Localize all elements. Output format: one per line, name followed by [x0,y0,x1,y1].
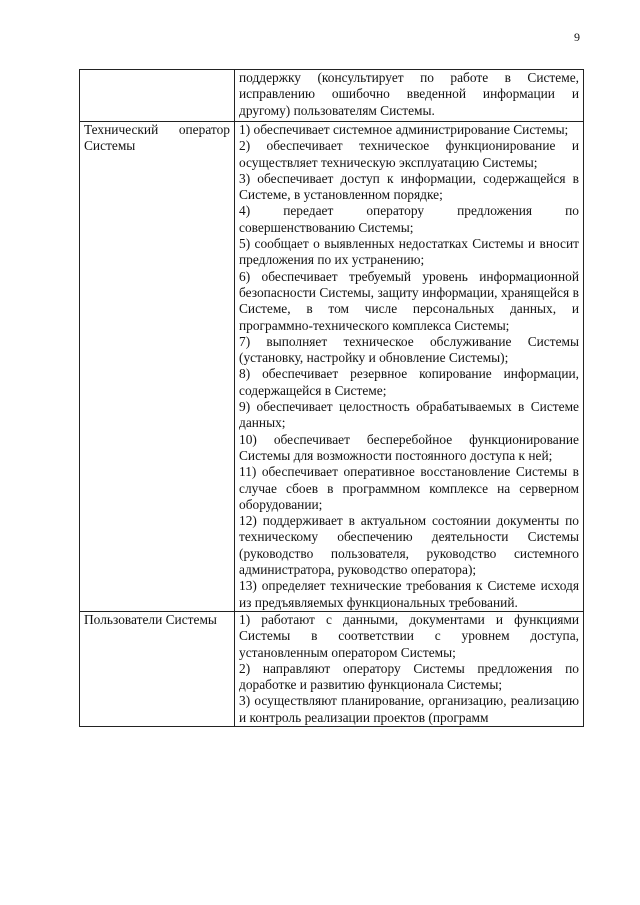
duty-item: 3) обеспечивает доступ к информации, содержащейся в Системе, в установленном порядке; [239,170,579,203]
duties-cell [235,122,584,612]
role-cell [80,70,235,122]
duty-item: 11) обеспечивает оперативное восстановление Системы в случае сбоев в программном комплексе на серверном оборудовании; [239,464,579,512]
page-number: 9 [574,30,580,44]
duty-item: 13) определяет технические требования к Системе исходя из предъявляемых функциональных требований. [239,578,579,610]
duties-cell [235,70,584,122]
roles-table [79,69,584,727]
table-row [80,122,584,612]
duty-item: поддержку (консультирует по работе в Системе, исправлению ошибочно введенной информации и другому) пользователям Системы. [239,70,579,118]
duty-item: 2) обеспечивает техническое функционирование и осуществляет техническую эксплуатацию Системы; [239,138,579,170]
duty-item: 9) обеспечивает целостность обрабатываемых в Системе данных; [239,399,579,431]
duty-item: 7) выполняет техническое обслуживание Системы (установку, настройку и обновление Системы); [239,333,579,366]
duties-cell [235,611,584,726]
duty-item: 10) обеспечивает бесперебойное функционирование Системы для возможности постоянного доступа к ней; [239,431,579,463]
duty-item: 12) поддерживает в актуальном состоянии документы по техническому обеспечению деятельности Системы (руководство пользователя, руководство системного администратора, руководство оператора); [239,513,579,578]
table-row [80,611,584,726]
duty-item: 1) работают с данными, документами и функциями Системы в соответствии с уровнем доступа, установленным оператором Системы; [239,611,579,660]
role-cell: Пользователи Системы [80,611,235,726]
role-cell: Технический оператор Системы [80,122,235,612]
duty-item: 4) передает оператору предложения по совершенствованию Системы; [239,203,579,235]
duty-item: 2) направляют оператору Системы предложения по доработке и развитию функционала Системы; [239,660,579,693]
duty-item: 8) обеспечивает резервное копирование информации, содержащейся в Системе; [239,366,579,398]
duty-item: 3) осуществляют планирование, организацию, реализацию и контроль реализации проектов (программ [239,693,579,725]
duty-item: 1) обеспечивает системное администрирование Системы; [239,122,569,137]
duty-item: 5) сообщает о выявленных недостатках Системы и вносит предложения по их устранению; [239,236,579,268]
table-row [80,70,584,122]
duty-item: 6) обеспечивает требуемый уровень информационной безопасности Системы, защиту информации, хранящейся в Системе, в том числе персональных данных, и программно-технического комплекса Системы; [239,268,579,333]
